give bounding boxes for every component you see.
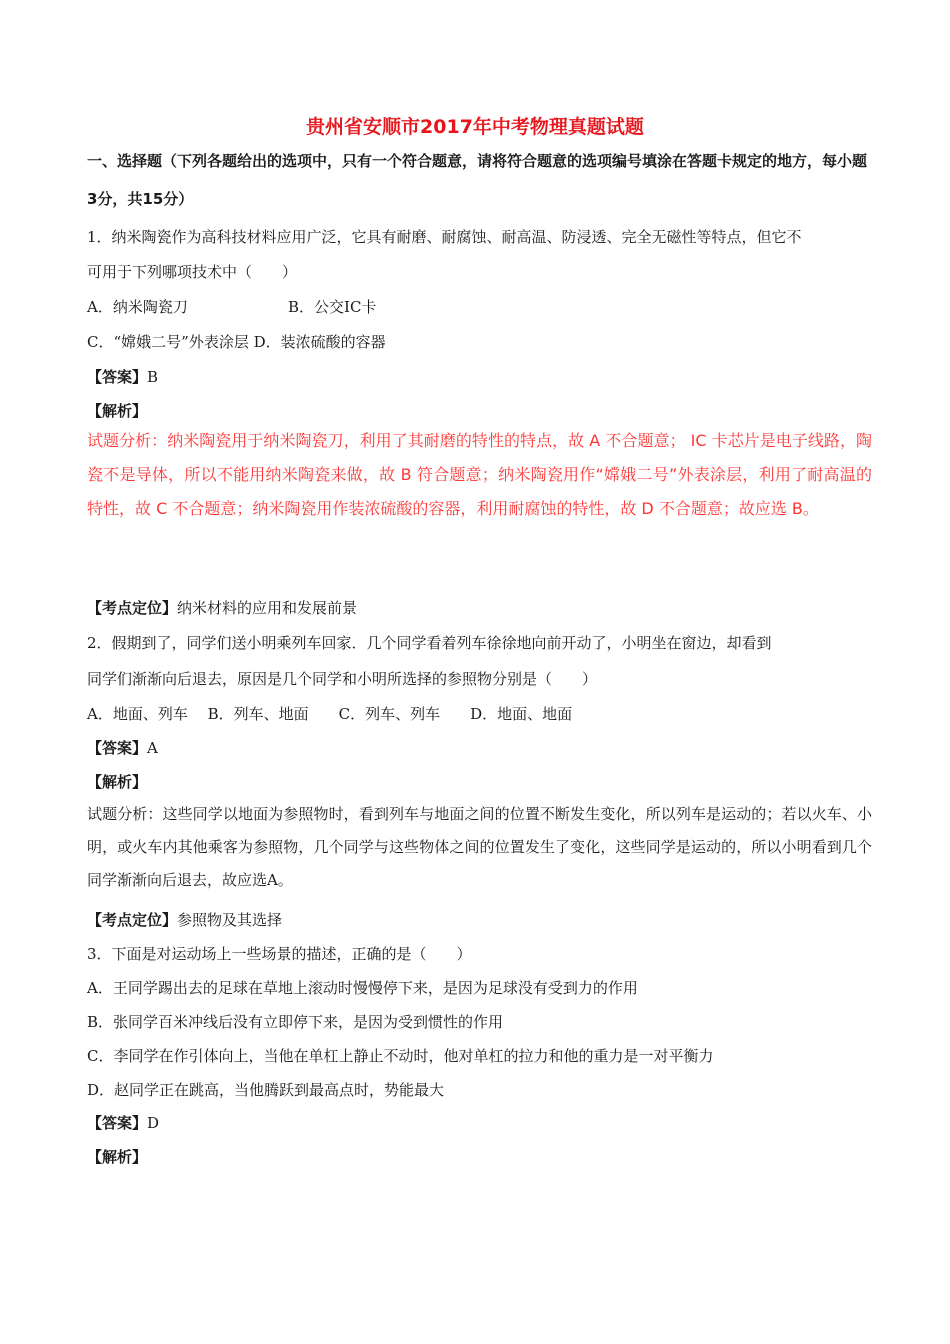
q1-option-b: B．公交IC卡 <box>288 298 377 316</box>
q2-answer <box>87 737 158 758</box>
q3-option-d: D．赵同学正在跳高，当他腾跃到最高点时，势能最大 <box>87 1081 445 1099</box>
kp-tag: 【考点定位】 <box>87 911 178 929</box>
q2-analysis: 试题分析：这些同学以地面为参照物时，看到列车与地面之间的位置不断发生变化，所以列车是运动的；若以火车、小明，或火车内其他乘客为参照物，几个同学与这些物体之间的位置发生了变化，这些同学是运动的，所以小明看到几个同学渐渐向后退去，故应选A。 <box>87 805 872 889</box>
kp-value: 参照物及其选择 <box>177 911 283 929</box>
answer-value: A <box>147 739 158 757</box>
kp-value: 纳米材料的应用和发展前景 <box>177 599 358 617</box>
q2-analysis-tag: 【解析】 <box>87 773 148 791</box>
q3-option-b: B．张同学百米冲线后没有立即停下来，是因为受到惯性的作用 <box>87 1013 504 1031</box>
kp-tag: 【考点定位】 <box>87 599 178 617</box>
q1-answer <box>87 366 158 387</box>
q1-option-a: A．纳米陶瓷刀 <box>87 298 188 316</box>
q1-option-cd: C．“嫦娥二号”外表涂层 D．装浓硫酸的容器 <box>87 333 386 351</box>
page-title: 贵州省安顺市2017年中考物理真题试题 <box>306 116 644 138</box>
q3-stem: 3．下面是对运动场上一些场景的描述，正确的是（ ） <box>87 945 472 963</box>
answer-tag: 【答案】 <box>87 368 148 386</box>
q3-answer <box>87 1112 159 1133</box>
answer-tag: 【答案】 <box>87 1114 148 1132</box>
q1-analysis: 试题分析：纳米陶瓷用于纳米陶瓷刀，利用了其耐磨的特性的特点，故 A 不合题意； IC 卡芯片是电子线路，陶瓷不是导体，所以不能用纳米陶瓷来做，故 B 符合题意；纳米陶瓷用作“嫦娥二号”外表涂层，利用了耐高温的特性，故 C 不合题意；纳米陶瓷用作装浓硫酸的容器，利用耐腐蚀的特性，故 D 不合题意；故应选 B。 <box>87 431 872 518</box>
q3-analysis-tag: 【解析】 <box>87 1148 148 1166</box>
section-heading: 一、选择题（下列各题给出的选项中，只有一个符合题意，请将符合题意的选项编号填涂在答题卡规定的地方，每小题3分，共15分） <box>87 152 868 208</box>
q1-stem-line1: 1．纳米陶瓷作为高科技材料应用广泛，它具有耐磨、耐腐蚀、耐高温、防浸透、完全无磁性等特点，但它不 <box>87 228 802 246</box>
q2-knowledge-point <box>87 909 282 930</box>
q2-stem-line1: 2．假期到了，同学们送小明乘列车回家．几个同学看着列车徐徐地向前开动了，小明坐在窗边，却看到 <box>87 634 772 652</box>
answer-value: B <box>147 368 159 386</box>
q3-option-c: C．李同学在作引体向上，当他在单杠上静止不动时，他对单杠的拉力和他的重力是一对平衡力 <box>87 1047 714 1065</box>
answer-value: D <box>147 1114 160 1132</box>
q2-options: A．地面、列车 B．列车、地面 C．列车、列车 D．地面、地面 <box>87 705 573 723</box>
q1-knowledge-point <box>87 597 357 618</box>
q1-stem-line2: 可用于下列哪项技术中（ ） <box>87 263 298 281</box>
q1-analysis-tag: 【解析】 <box>87 402 148 420</box>
q3-option-a: A．王同学踢出去的足球在草地上滚动时慢慢停下来，是因为足球没有受到力的作用 <box>87 979 638 997</box>
q2-stem-line2: 同学们渐渐向后退去，原因是几个同学和小明所选择的参照物分别是（ ） <box>87 670 598 688</box>
answer-tag: 【答案】 <box>87 739 148 757</box>
